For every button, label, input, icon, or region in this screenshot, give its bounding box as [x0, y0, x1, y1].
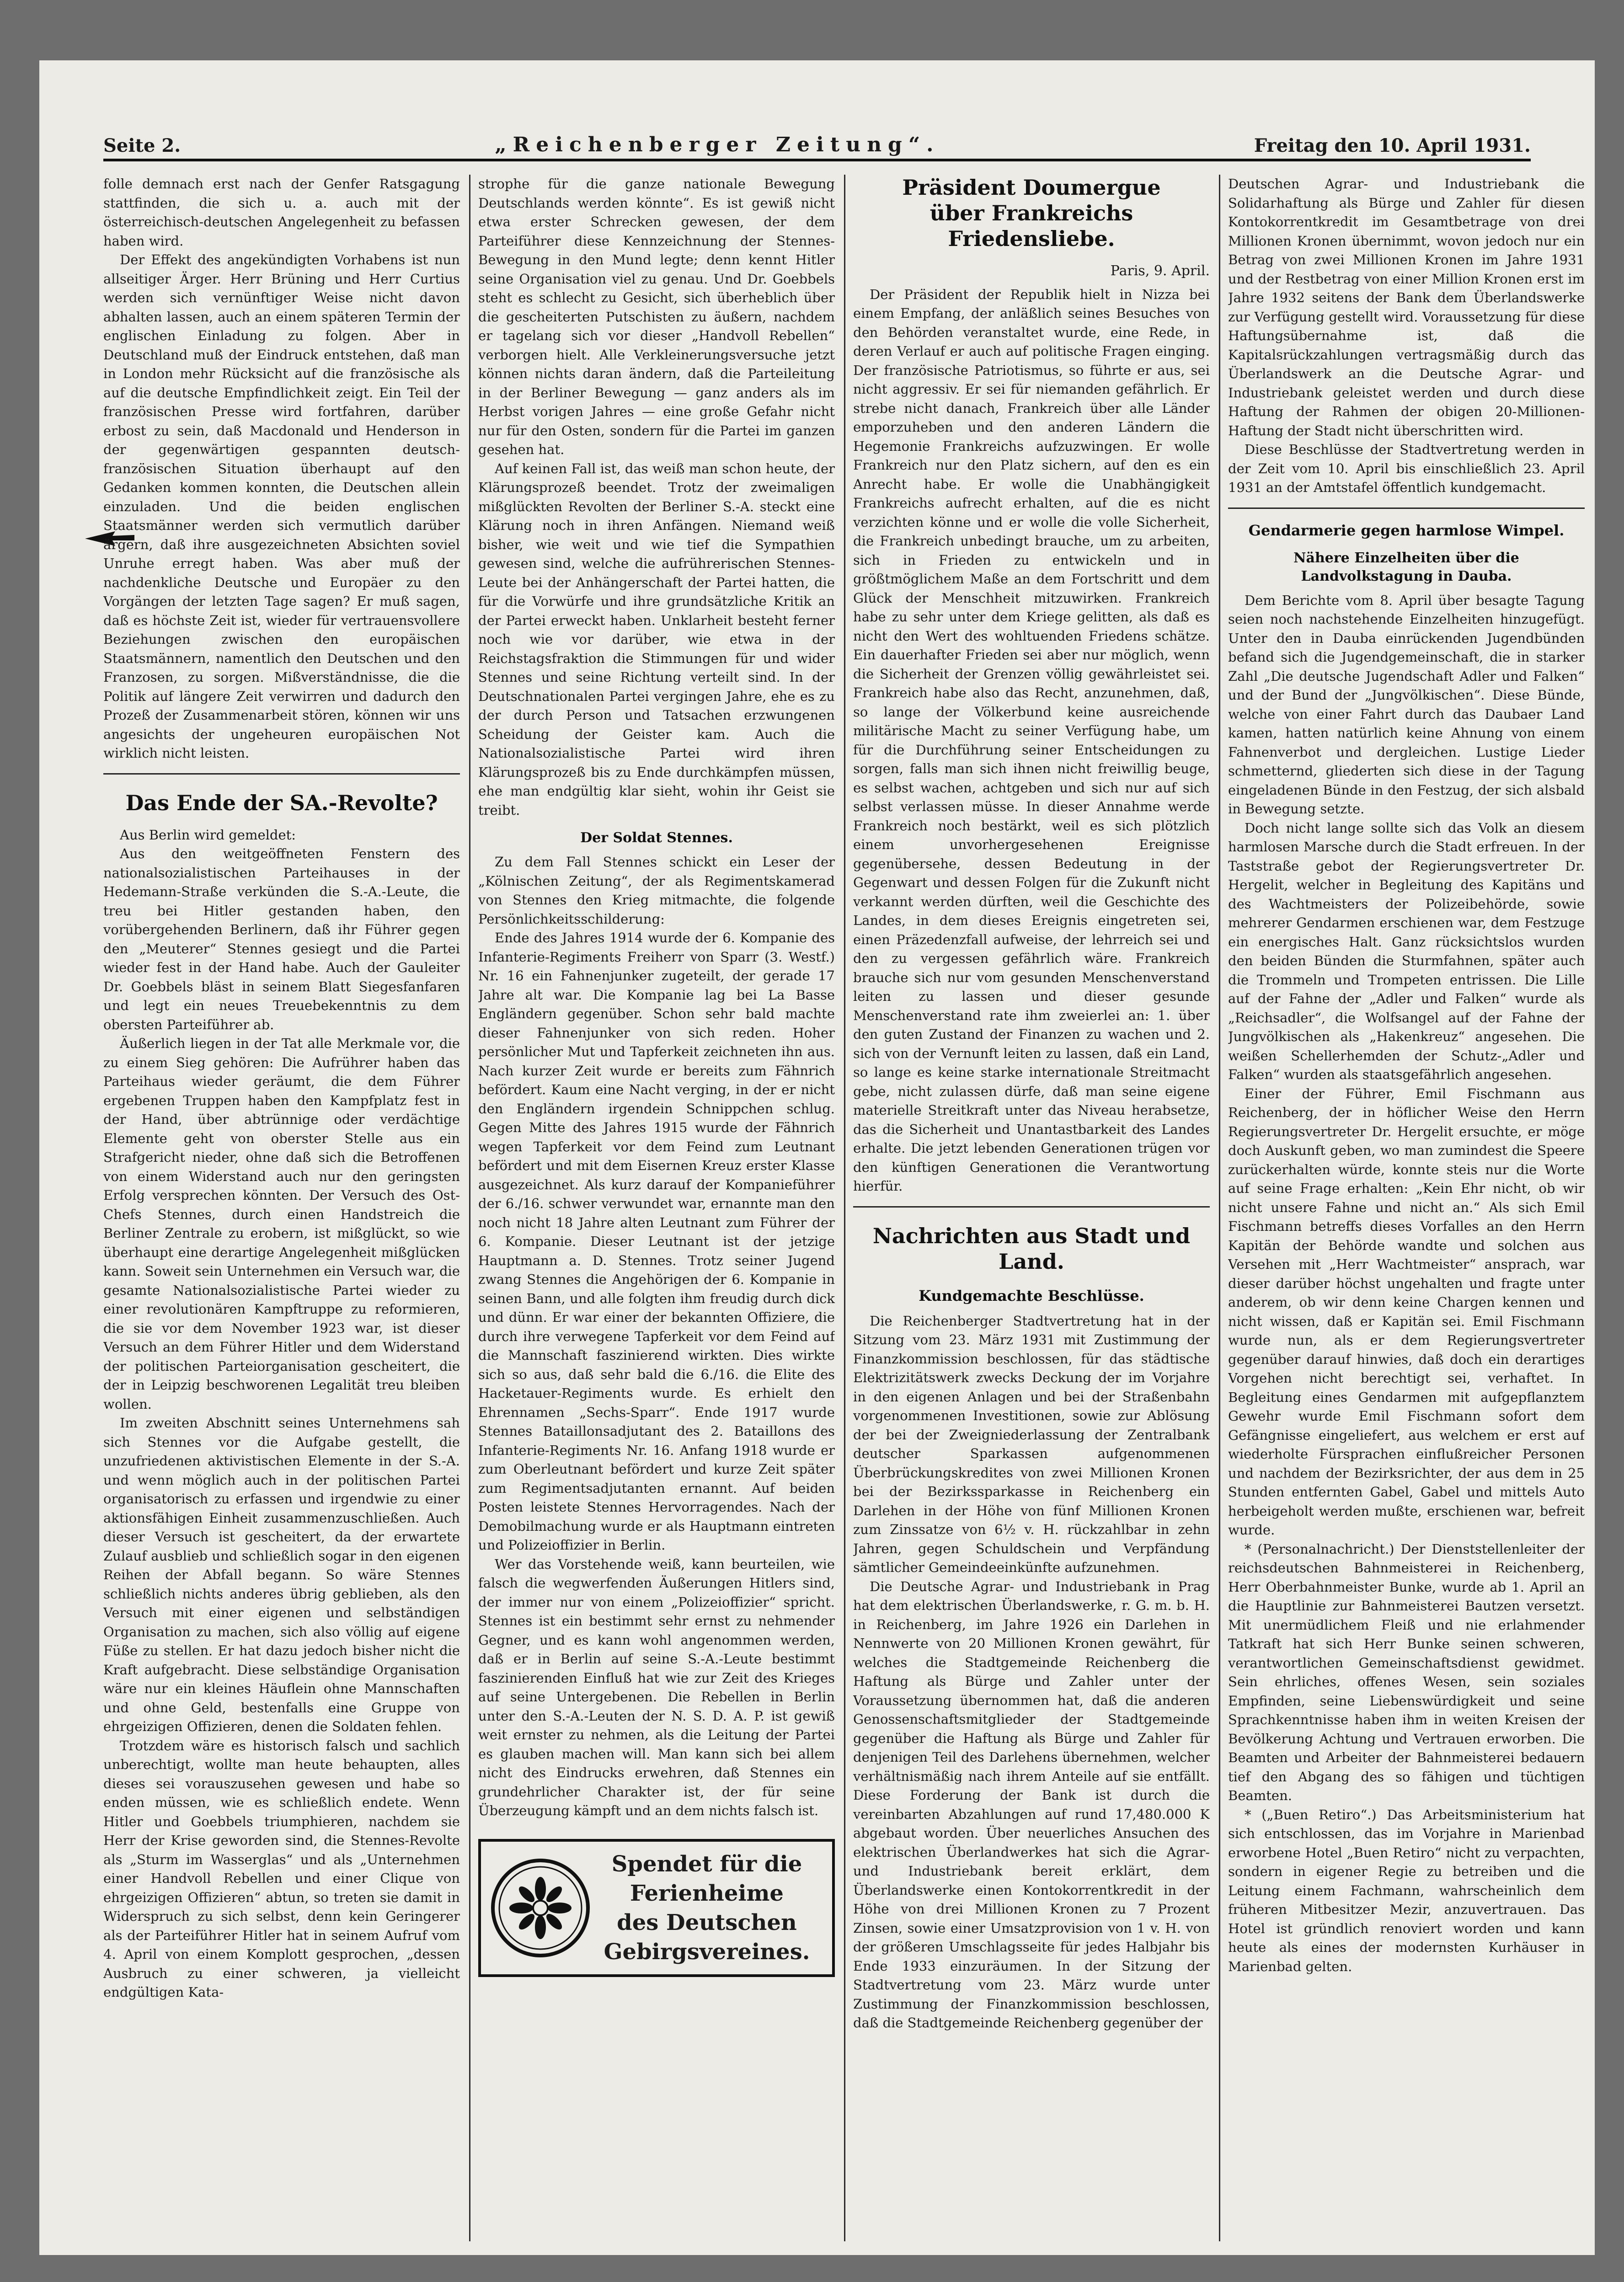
masthead-rule [103, 159, 1531, 161]
col4-paragraph: * (Personalnachricht.) Der Dienststellenleiter der reichsdeutschen Bahnmeisterei in Reichenberg, Herr Oberbahnmeister Bunke, wurde ab 1. April an die Hauptlinie zur Bahnmeisterei Bautzen versetzt. Mit unermüdlichem Fleiß und nie erlahmender Tatkraft hat sich Herr Bunke seinen schweren, verantwortlichen Gemeinschaftsdienst gewidmet. Sein ehrliches, offenes Wesen, sein soziales Empfinden, seine Liebenswürdigkeit und seine Sprachkenntnisse haben ihm in weiten Kreisen der Bevölkerung Achtung und Vertrauen erworben. Die Beamten und Arbeiter der Bahnmeisterei bedauern tief den Abgang des so fähigen und tüchtigen Beamten. [1228, 1541, 1585, 1803]
col4-paragraph: Doch nicht lange sollte sich das Volk an diesem harmlosen Marsche durch die Stadt erfreuen. In der Taststraße gebot der Regierungsvertreter Dr. Hergelit, welcher in Begleitung des Kapitäns und des Wachtmeisters der Polizeibehörde, sowie mehrerer Gendarmen erschienen war, dem Festzuge ein energisches Halt. Ganz rücksichtslos wurden den beiden Bünden die Sturmfahnen, später auch die Trommeln und Trompeten entrissen. Die Lille auf der Fahne der „Adler und Falken“ wurde als „Reichsadler“, die Wolfsangel auf der Fahne der Jungvölkischen als „Hakenkreuz“ angesehen. Die weißen Schellerhemden der Schutz-„Adler und Falken“ wurden als staatsgefährlich angesehen. [1228, 820, 1585, 1082]
headline-nachrichten: Nachrichten aus Stadt und Land. [872, 1223, 1191, 1274]
section-divider [1228, 508, 1585, 509]
column-2 [478, 175, 835, 2250]
advertisement-text [591, 1849, 823, 1967]
column-1 [103, 175, 460, 2250]
col1-paragraph: Im zweiten Abschnitt seines Unternehmens sah sich Stennes vor die Aufgabe gestellt, die unzufriedenen aktivistischen Elemente in der S.-A. und wenn möglich auch in der politischen Partei organisatorisch zu erfassen und irgendwie zu einer aktionsfähigen Einheit zusammenzuschließen. Auch dieser Versuch ist gescheitert, da der erwartete Zulauf ausblieb und schließlich sogar in den eigenen Reihen der Abfall begann. So wäre Stennes schließlich nichts anderes übrig geblieben, als den Versuch mit einer eigenen und selbständigen Organisation zu machen, sich also völlig auf eigene Füße zu stellen. Er hat dazu jedoch bisher nicht die Kraft aufgebracht. Diese selbständige Organisation wäre nur ein kleines Häuflein ohne Mannschaften und ohne Geld, bestenfalls eine Gruppe von ehrgeizigen Offizieren, denen die Soldaten fehlen. [103, 1415, 460, 1734]
col1-paragraph: Äußerlich liegen in der Tat alle Merkmale vor, die zu einem Sieg gehören: Die Aufrührer haben das Parteihaus wieder geräumt, die dem Führer ergebenen Truppen haben den Kampfplatz fest in der Hand, über abtrünnige oder verdächtige Elemente geht von oberster Stelle aus ein Strafgericht nieder, ohne daß sich die Betroffenen von einem Widerstand auch nur den geringsten Erfolg versprechen könnten. Der Versuch des Ost-Chefs Stennes, durch einen Handstreich die Berliner Zentrale zu erobern, ist mißglückt, so wie überhaupt eine derartige Angelegenheit mißglücken kann. Soweit sein Unternehmen ein Versuch war, die gesamte Nationalsozialistische Partei wieder zu einer revolutionären Kampftruppe zu reformieren, die sie vor dem November 1923 war, ist dieser Versuch an dem Führer Hitler und dem Widerstand der politischen Parteiorganisation gescheitert, die der in Leipzig beschworenen Legalität treu bleiben wollen. [103, 1036, 460, 1412]
col4-paragraph: Diese Beschlüsse der Stadtvertretung werden in der Zeit vom 10. April bis einschließlich 23. April 1931 an der Amtstafel öffentlich kundgemacht. [1228, 442, 1585, 495]
col3-paragraph: Der Präsident der Republik hielt in Nizza bei einem Empfang, der anläßlich seines Besuches von den Behörden veranstaltet wurde, eine Rede, in deren Verlauf er auch auf politische Fragen einging. Der französische Patriotismus, so führte er aus, sei nicht aggressiv. Er sei für niemanden gefährlich. Er strebe nicht danach, Frankreich über alle Länder emporzuheben und den anderen Ländern die Hegemonie Frankreichs aufzuzwingen. Er wolle Frankreich nur den Platz sichern, auf den es ein Anrecht habe. Er wolle die Unabhängigkeit Frankreichs aufrecht erhalten, auf die es nicht verzichten könne und er wolle die volle Sicherheit, die Frankreich unbedingt brauche, um zu arbeiten, sich in Frieden zu entwickeln und in größtmöglichem Maße an dem Fortschritt und dem Glück der Menschheit mitzuwirken. Frankreich habe zu sehr unter dem Kriege gelitten, als daß es nicht den Wert des wohltuenden Friedens schätze. Ein dauerhafter Frieden sei aber nur möglich, wenn die Sicherheit der Grenzen völlig gewährleistet sei. Frankreich habe also das Recht, anzunehmen, daß, so lange der Völkerbund keine ausreichende militärische Macht zu seiner Verfügung habe, um für die Durchführung seiner Entscheidungen zu sorgen, falls man sich ihnen nicht freiwillig beuge, es selbst wachen, achtgeben und sich nur auf sich selbst verlassen müsse. In dieser Annahme werde Frankreich noch bestärkt, weil es sich plötzlich einem unvorhergesehenen Ereignisse gegenübersehe, dessen Bedeutung in der Gegenwart und dessen Folgen für die Zukunft nicht verkannt werden dürften, weil die Geschichte des Landes, in dem dieses Ereignis eingetreten sei, einen Präzedenzfall aufweise, der lehrreich sei und den zu vergessen gefährlich wäre. Frankreich brauche sich nur vom gesunden Menschenverstand leiten zu lassen und dieser gesunde Menschenverstand rate ihm zweierlei an: 1. über den guten Zustand der Finanzen zu wachen und 2. sich von der Vernunft leiten zu lassen, daß ein Land, so lange es keine starke internationale Streitmacht gebe, nicht zulassen dürfe, daß man seine eigene materielle Streitkraft unter das Niveau herabsetze, das die Sicherheit und Unantastbarkeit des Landes erhalte. Die jetzt lebenden Generationen trügen vor den künftigen Generationen die Verantwortung hierfür. [853, 286, 1210, 1194]
ad-line: Spendet für die [611, 1851, 802, 1877]
col4-paragraph: Einer der Führer, Emil Fischmann aus Reichenberg, der in höflicher Weise den Herrn Regierungsvertreter Dr. Hergelit ersuchte, er möge doch Auskunft geben, wo man zumindest die Speere zurückerhalten würde, konnte steis nur die Worte auf seine Frage erhalten: „Kein Ehr nicht, ob wir nicht unsere Fahne und nicht an.“ Als sich Emil Fischmann betreffs dieses Vorfalles an den Herrn Kapitän der Behörde wandte und solchen aus Versehen mit „Herr Wachtmeister“ ansprach, war dieser darüber höchst ungehalten und fragte unter anderem, ob wir denn keine Chargen kennen und nicht wissen, daß er Kapitän sei. Emil Fischmann wurde nun, als er dem Regierungsvertreter gegenüber darauf hinwies, daß doch ein derartiges Vorgehen nicht berechtigt sei, verhaftet. In Begleitung eines Gendarmen mit aufgepflanztem Gewehr wurde Emil Fischmann sofort dem Gefängnisse eingeliefert, aus welchem er erst auf wiederholte Fürsprachen einflußreicher Personen und nachdem der Bezirksrichter, der aus dem in 25 Stunden entfernten Gabel, Gabel und mittels Auto herbeigeholt werden mußte, erschienen war, befreit wurde. [1228, 1085, 1585, 1538]
column-3 [853, 175, 1210, 2250]
headline-doumergue [853, 175, 1210, 251]
ad-line: Gebirgsvereines. [604, 1939, 810, 1965]
edelweiss-emblem-icon [490, 1853, 591, 1963]
col2-paragraph: Ende des Jahres 1914 wurde der 6. Kompanie des Infanterie-Regiments Freiherr von Sparr (3. Westf.) Nr. 16 ein Fahnenjunker zugeteilt, der gerade 17 Jahre alt war. Die Kompanie lag bei La Basse Engländern gegenüber. Schon sehr bald machte dieser Fahnenjunker von sich reden. Hoher persönlicher Mut und Tapferkeit zeichneten ihn aus. Nach kurzer Zeit wurde er bereits zum Fähnrich befördert. Kaum eine Nacht verging, in der er nicht den Engländern irgendein Schnippchen schlug. Gegen Mitte des Jahres 1915 wurde der Fähnrich wegen Tapferkeit vor dem Feind zum Leutnant befördert und mit dem Eisernen Kreuz erster Klasse ausgezeichnet. Als kurz darauf der Kompanieführer der 6./16. schwer verwundet war, ernannte man den noch nicht 18 Jahre alten Leutnant zum Führer der 6. Kompanie. Dieser Leutnant ist der jetzige Hauptmann a. D. Stennes. Trotz seiner Jugend zwang Stennes die Angehörigen der 6. Kompanie in seinen Bann, und alle folgten ihm freudig durch dick und dünn. Er war einer der bekannten Offiziere, die durch ihre verwegene Tapferkeit vor dem Feind auf die Mannschaft faszinierend wirkten. Dies wirkte sich so aus, daß sehr bald die 6./16. die Elite des Hacketauer-Regiments wurde. Es erhielt den Ehrennamen „Sechs-Sparr“. Ende 1917 wurde Stennes Bataillonsadjutant des 2. Bataillons des Infanterie-Regiments Nr. 16. Anfang 1918 wurde er zum Oberleutnant befördert und kurze Zeit später zum Regimentsadjutanten ernannt. Auf beiden Posten leistete Stennes Hervorragendes. Nach der Demobilmachung wurde er als Hauptmann eintreten und Polizeioffizier in Berlin. [478, 930, 835, 1553]
newspaper-title: „Reichenberger Zeitung“. [495, 133, 940, 156]
col1-paragraph: Trotzdem wäre es historisch falsch und sachlich unberechtigt, wollte man heute behaupten, alles dieses sei vorauszusehen gewesen und habe so enden müssen, wie es schließlich endete. Wenn Hitler und Goebbels triumphieren, nachdem sie Herr der Krise geworden sind, die Stennes-Revolte als „Sturm im Wasserglas“ und als „Unternehmen einer Handvoll Rebellen und einer Clique von ehrgeizigen Offizieren“ abtun, so treten sie damit in Widerspruch zu sich selbst, denn kein Geringerer als der Parteiführer Hitler hat in seinem Aufruf vom 4. April von einem Komplott gesprochen, „dessen Ausbruch zu einer schweren, ja vielleicht endgültigen Kata- [103, 1737, 460, 2000]
column-divider [844, 175, 845, 2241]
column-divider [1219, 175, 1220, 2241]
dateline: Paris, 9. April. [1110, 263, 1210, 279]
headline-gendarmerie: Gendarmerie gegen harmlose Wimpel. [1248, 521, 1565, 539]
subheadline-landvolkstagung: Nähere Einzelheiten über die Landvolkstagung in Dauba. [1293, 550, 1519, 584]
col4-paragraph: Deutschen Agrar- und Industriebank die Solidarhaftung als Bürge und Zahler für diesen Kontokorrentkredit im Gesamtbetrage von drei Millionen Kronen übernimmt, wovon jedoch nur ein Betrag von zwei Millionen Kronen im Jahre 1931 und der Restbetrag von einer Million Kronen erst im Jahre 1932 seitens der Bank dem Überlandswerke zur Verfügung gestellt wird. Voraussetzung für diese Haftungsübernahme ist, daß die Kapitalsrückzahlungen vertragsmäßig durch das Überlandswerk an die Deutsche Agrar- und Industriebank geleistet werden und durch diese Haftung der Rahmen der obigen 20-Millionen-Haftung der Stadt nicht überschritten wird. [1228, 176, 1585, 438]
col2-paragraph: strophe für die ganze nationale Bewegung Deutschlands werden könnte“. Es ist gewiß nicht etwa erster Schrecken gewesen, der dem Parteiführer diese Kennzeichnung der Stennes-Bewegung in den Mund legte; denn kennt Hitler seine Organisation viel zu genau. Und Dr. Goebbels steht es schlecht zu Gesicht, sich überheblich über die gescheiterten Putschisten zu äußern, nachdem er tagelang sich vor dieser „Handvoll Rebellen“ verborgen hielt. Alle Verkleinerungsversuche jetzt können nichts daran ändern, daß die Parteileitung in der Berliner Bewegung — ganz anders als im Herbst vorigen Jahres — eine große Gefahr nicht nur für den Osten, sondern für die Partei im ganzen gesehen hat. [478, 176, 835, 457]
newspaper-page [39, 60, 1595, 2255]
col1-paragraph: folle demnach erst nach der Genfer Ratsgagung stattfinden, die sich u. a. auch mit der österreichisch-deutschen Angelegenheit zu befassen haben wird. [103, 176, 460, 249]
subheadline-beschluesse: Kundgemachte Beschlüsse. [919, 1287, 1144, 1304]
col1-paragraph: Aus den weitgeöffneten Fenstern des nationalsozialistischen Parteihauses in der Hedemann-Straße verkünden die S.-A.-Leute, die treu bei Hitler gestanden haben, den vorübergehenden Berlinern, daß ihr Führer gegen den „Meuterer“ Stennes gesiegt und die Partei wieder fest in der Hand habe. Auch der Gauleiter Dr. Goebbels bläst in seinem Blatt Siegesfanfaren und legt ein neues Treuebekenntnis zu dem obersten Parteiführer ab. [103, 846, 460, 1032]
headline-line: Präsident Doumergue [902, 175, 1161, 200]
col4-paragraph: Dem Berichte vom 8. April über besagte Tagung seien noch nachstehende Einzelheiten hinzugefügt. Unter den in Dauba einrückenden Jugendbünden befand sich die Jugendgemeinschaft, die in starker Zahl „Die deutsche Jugendschaft Adler und Falken“ und der Bund der „Jungvölkischen“. Diese Bünde, welche von einer Fahrt durch das Daubaer Land kamen, hatten natürlich keine Ahnung von einem Fahnenverbot und dergleichen. Lustige Lieder schmetternd, gliederten sich diese in der Tagung eingeladenen Bünde in den Festzug, der sich alsbald in Bewegung setzte. [1228, 592, 1585, 817]
column-divider [469, 175, 470, 2241]
column-4 [1228, 175, 1585, 2250]
headline-sa-revolte: Das Ende der SA.-Revolte? [125, 790, 438, 815]
col4-paragraph: * („Buen Retiro“.) Das Arbeitsministerium hat sich entschlossen, das im Vorjahre in Marienbad erworbene Hotel „Buen Retiro“ nicht zu verpachten, sondern in eigener Regie zu betreiben und die Leitung einem Fachmann, wahrscheinlich dem früheren Mitbesitzer Mezir, anzuvertrauen. Das Hotel ist gründlich renoviert worden und kann heute als eines der modernsten Kurhäuser in Marienbad gelten. [1228, 1806, 1585, 1974]
headline-line: über Frankreichs Friedensliebe. [930, 201, 1133, 251]
col3-paragraph: Die Deutsche Agrar- und Industriebank in Prag hat dem elektrischen Überlandswerke, r. G. m. b. H. in Reichenberg, im Jahre 1926 ein Darlehen in Nennwerte von 20 Millionen Kronen gewährt, für welches die Stadtgemeinde Reichenberg die Haftung als Bürge und Zahler unter der Voraussetzung übernommen hat, daß die anderen Genossenschaftsmitglieder der Stadtgemeinde gegenüber die Haftung als Bürge und Zahler für denjenigen Teil des Darlehens übernehmen, welcher verhältnismäßig nach ihrem Anteile auf sie entfällt. Diese Forderung der Bank ist durch die vereinbarten Abzahlungen auf rund 17,480.000 K abgebaut worden. Über neuerliches Ansuchen des elektrischen Überlandwerkes hat sich die Agrar- und Industriebank bereit erklärt, dem Überlandswerke einen Kontokorrentkredit in der Höhe von drei Millionen Kronen zu 7 Prozent Zinsen, sowie einer Umsatzprovision von 1 v. H. von der größeren Umschlagsseite für jedes Halbjahr bis Ende 1933 einzuräumen. In der Sitzung der Stadtvertretung vom 23. März wurde unter Zustimmung der Finanzkommission beschlossen, daß die Stadtgemeinde Reichenberg gegenüber der [853, 1578, 1210, 2031]
masthead [103, 120, 1531, 156]
section-divider [103, 773, 460, 775]
page-number: Seite 2. [103, 135, 181, 156]
col2-paragraph: Wer das Vorstehende weiß, kann beurteilen, wie falsch die wegwerfenden Äußerungen Hitlers sind, der immer nur von einem „Polizeioffizier“ spricht. Stennes ist ein bestimmt sehr ernst zu nehmender Gegner, und es kann wohl angenommen werden, daß er in Berlin auf seine S.-A.-Leute bestimmt faszinierenden Einfluß hat wie zur Zeit des Krieges auf seine Untergebenen. Die Rebellen in Berlin unter den S.-A.-Leuten der N. S. D. A. P. ist gewiß weit ernster zu nehmen, als die Leitung der Partei es glauben machen will. Man kann sich bei allem nicht des Eindrucks erwehren, daß Stennes ein grundehrlicher Charakter ist, der für seine Überzeugung kämpft und an dem nichts falsch ist. [478, 1556, 835, 1818]
col2-paragraph: Auf keinen Fall ist, das weiß man schon heute, der Klärungsprozeß beendet. Trotz der zweimaligen mißglückten Revolten der Berliner S.-A. steckt eine Klärung noch in ihren Anfängen. Niemand weiß bisher, wie weit und wie tief die Sympathien gewesen sind, welche die aufrührerischen Stennes-Leute bei der Anhängerschaft der Partei hatten, die für die Vorwürfe und ihre grundsätzliche Kritik an der Partei erweckt haben. Unklarheit besteht ferner noch wie vor darüber, wie etwa in der Reichstagsfraktion die Stimmungen für und wider Stennes und seine Richtung verteilt sind. In der Deutschnationalen Partei vergingen Jahre, ehe es zu der durch Person und Tatsachen erzwungenen Scheidung der Geister kam. Auch die Nationalsozialistische Partei wird ihren Klärungsprozeß bis zu Ende durchkämpfen müssen, ehe man endgültig klar sieht, wohin ihr Geist sie treibt. [478, 460, 835, 818]
section-divider [853, 1206, 1210, 1208]
issue-date: Freitag den 10. April 1931. [1254, 135, 1531, 156]
col3-paragraph: Die Reichenberger Stadtvertretung hat in der Sitzung vom 23. März 1931 mit Zustimmung der Finanzkommission beschlossen, für das städtische Elektrizitätswerk zwecks Deckung der im Vorjahre in den eigenen Anlagen und bei der Straßenbahn vorgenommenen Investitionen, sowie zur Ablösung der bei der Zweigniederlassung der Zentralbank deutscher Sparkassen aufgenommenen Überbrückungskredites von zwei Millionen Kronen bei der Bezirkssparkasse in Reichenberg ein Darlehen in der Höhe von fünf Millionen Kronen zum Zinssatze von 6½ v. H. rückzahlbar in zehn Jahren, gegen Schuldschein und Verpfändung sämtlicher Gemeindeeinkünfte aufzunehmen. [853, 1313, 1210, 1575]
col1-lead: Aus Berlin wird gemeldet: [120, 827, 296, 843]
ad-line: Ferienheime [630, 1880, 784, 1906]
headline-soldat-stennes: Der Soldat Stennes. [580, 830, 733, 846]
col2-paragraph: Zu dem Fall Stennes schickt ein Leser der „Kölnischen Zeitung“, der als Regimentskamerad von Stennes den Krieg mitmachte, die folgende Persönlichkeitsschilderung: [478, 854, 835, 927]
col1-paragraph: Der Effekt des angekündigten Vorhabens ist nun allseitiger Ärger. Herr Brüning und Herr Curtius werden sich vernünftiger Weise nicht davon abhalten lassen, auch an einem späteren Termin der englischen Einladung zu folgen. Aber in Deutschland muß der Eindruck entstehen, daß man in London mehr Rücksicht auf die französische als auf die deutsche Empfindlichkeit zeigt. Ein Teil der französischen Presse wird fortfahren, darüber erbost zu sein, daß Macdonald und Henderson in der gegenwärtigen gespannten deutsch-französischen Situation überhaupt auf den Gedanken kommen konnten, die Deutschen allein einzuladen. Und die beiden englischen Staatsmänner werden sich vermutlich darüber ärgern, daß ihre ausgezeichneten Absichten soviel Unruhe erregt haben. Was aber muß der nachdenkliche Deutsche und Europäer zu den Vorgängen der letzten Tage sagen? Er muß sagen, daß es höchste Zeit ist, wieder für vertrauensvollere Beziehungen zwischen den europäischen Staatsmännern, namentlich den Deutschen und den Franzosen, zu sorgen. Mißverständnisse, die die Politik auf längere Zeit verwirren und dadurch den Prozeß der Zusammenarbeit stören, können wir uns angesichts der ungeheuren europäischen Not wirklich nicht leisten. [103, 252, 460, 761]
ad-line: des Deutschen [617, 1909, 797, 1935]
advertisement-box [478, 1839, 835, 1977]
